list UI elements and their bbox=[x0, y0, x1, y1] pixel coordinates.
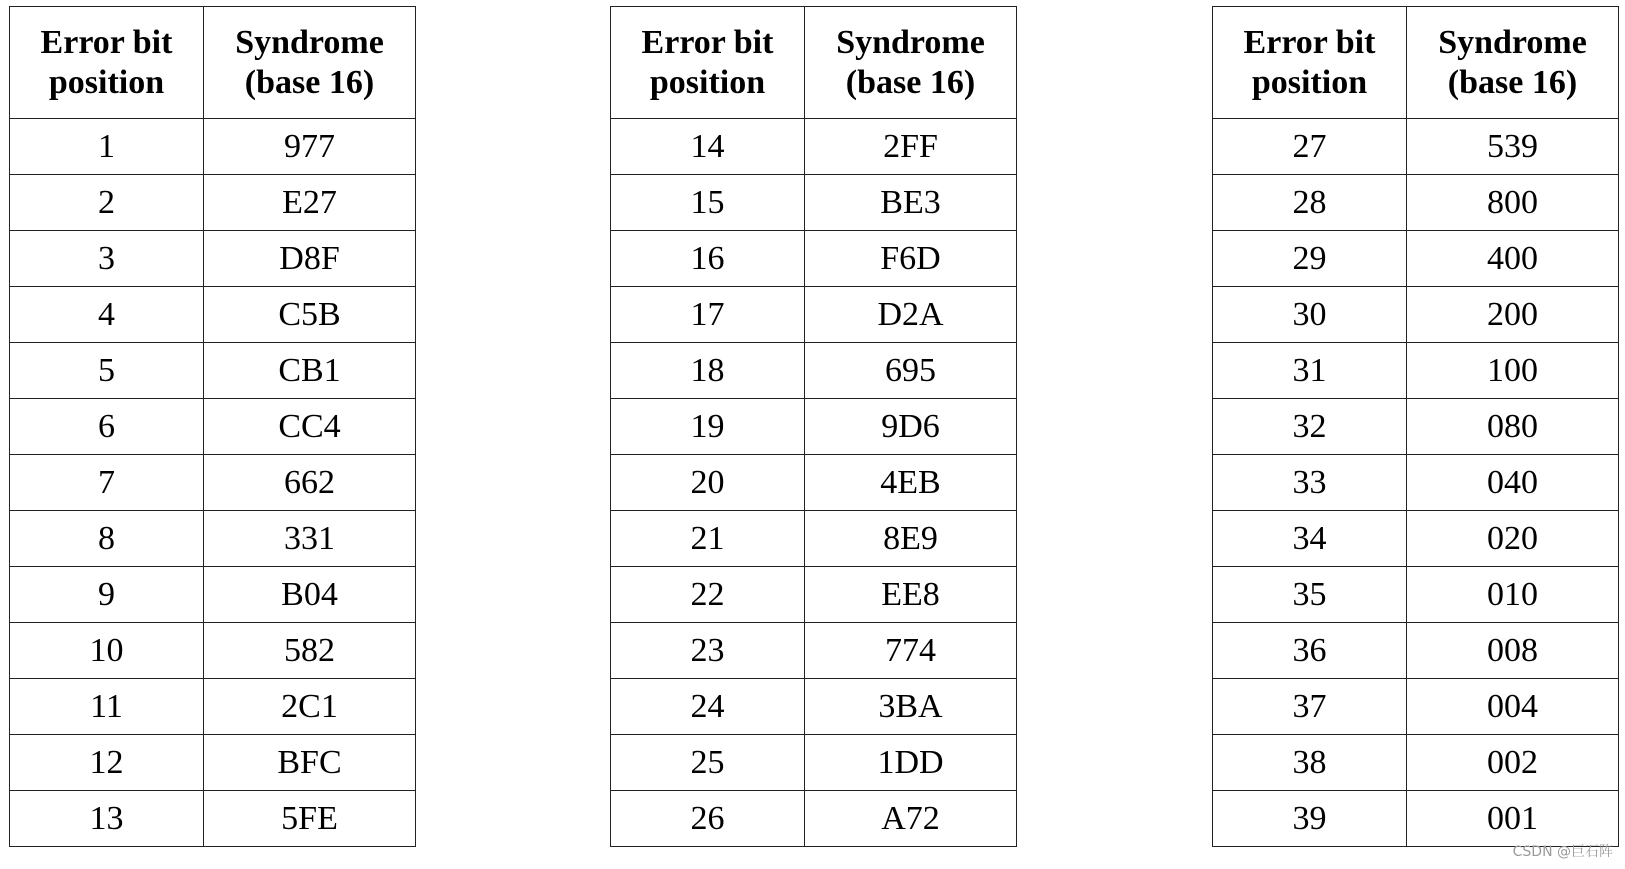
table-header-row bbox=[1213, 7, 1619, 119]
table-row bbox=[10, 287, 416, 343]
syndrome-cell: 008 bbox=[1407, 623, 1619, 679]
table-row bbox=[611, 119, 1017, 175]
error-bit-position-cell: 29 bbox=[1213, 231, 1407, 287]
table-row bbox=[1213, 455, 1619, 511]
syndrome-cell: 001 bbox=[1407, 791, 1619, 847]
table-row bbox=[1213, 399, 1619, 455]
syndrome-cell: 3BA bbox=[805, 679, 1017, 735]
error-bit-position-header: Error bit position bbox=[611, 7, 805, 119]
table-row bbox=[611, 175, 1017, 231]
syndrome-cell: 080 bbox=[1407, 399, 1619, 455]
error-bit-position-header: Error bit position bbox=[10, 7, 204, 119]
syndrome-cell: 4EB bbox=[805, 455, 1017, 511]
error-bit-position-cell: 7 bbox=[10, 455, 204, 511]
syndrome-cell: F6D bbox=[805, 231, 1017, 287]
error-bit-position-cell: 38 bbox=[1213, 735, 1407, 791]
table-row bbox=[611, 511, 1017, 567]
error-bit-position-cell: 8 bbox=[10, 511, 204, 567]
error-bit-position-cell: 22 bbox=[611, 567, 805, 623]
error-bit-position-cell: 23 bbox=[611, 623, 805, 679]
error-bit-position-cell: 35 bbox=[1213, 567, 1407, 623]
syndrome-cell: C5B bbox=[204, 287, 416, 343]
syndrome-cell: BFC bbox=[204, 735, 416, 791]
syndrome-cell: E27 bbox=[204, 175, 416, 231]
syndrome-cell: 1DD bbox=[805, 735, 1017, 791]
error-bit-position-cell: 13 bbox=[10, 791, 204, 847]
table-row bbox=[10, 735, 416, 791]
syndrome-cell: 040 bbox=[1407, 455, 1619, 511]
syndrome-cell: 695 bbox=[805, 343, 1017, 399]
table-row bbox=[611, 567, 1017, 623]
table-row bbox=[1213, 343, 1619, 399]
table-row bbox=[10, 119, 416, 175]
error-bit-position-cell: 9 bbox=[10, 567, 204, 623]
error-bit-position-cell: 34 bbox=[1213, 511, 1407, 567]
error-bit-position-cell: 30 bbox=[1213, 287, 1407, 343]
error-bit-position-cell: 37 bbox=[1213, 679, 1407, 735]
table-row bbox=[1213, 623, 1619, 679]
table-row bbox=[611, 343, 1017, 399]
error-bit-position-cell: 12 bbox=[10, 735, 204, 791]
syndrome-header: Syndrome (base 16) bbox=[1407, 7, 1619, 119]
syndrome-cell: EE8 bbox=[805, 567, 1017, 623]
table-row bbox=[1213, 287, 1619, 343]
table-row bbox=[1213, 679, 1619, 735]
error-bit-position-cell: 18 bbox=[611, 343, 805, 399]
error-bit-position-cell: 5 bbox=[10, 343, 204, 399]
table-row bbox=[10, 567, 416, 623]
error-bit-position-cell: 24 bbox=[611, 679, 805, 735]
syndrome-cell: 331 bbox=[204, 511, 416, 567]
syndrome-table-3 bbox=[1212, 6, 1619, 847]
error-bit-position-cell: 20 bbox=[611, 455, 805, 511]
syndrome-cell: D8F bbox=[204, 231, 416, 287]
table-row bbox=[1213, 511, 1619, 567]
table-row bbox=[611, 231, 1017, 287]
error-bit-position-cell: 3 bbox=[10, 231, 204, 287]
syndrome-cell: CC4 bbox=[204, 399, 416, 455]
table-row bbox=[611, 287, 1017, 343]
syndrome-cell: 582 bbox=[204, 623, 416, 679]
syndrome-cell: 2C1 bbox=[204, 679, 416, 735]
syndrome-table-1 bbox=[9, 6, 416, 847]
error-bit-position-cell: 27 bbox=[1213, 119, 1407, 175]
error-bit-position-cell: 19 bbox=[611, 399, 805, 455]
syndrome-cell: 5FE bbox=[204, 791, 416, 847]
syndrome-cell: A72 bbox=[805, 791, 1017, 847]
syndrome-cell: 002 bbox=[1407, 735, 1619, 791]
error-bit-position-cell: 25 bbox=[611, 735, 805, 791]
error-bit-position-cell: 14 bbox=[611, 119, 805, 175]
syndrome-cell: 010 bbox=[1407, 567, 1619, 623]
syndrome-cell: 8E9 bbox=[805, 511, 1017, 567]
error-bit-position-cell: 4 bbox=[10, 287, 204, 343]
syndrome-cell: 004 bbox=[1407, 679, 1619, 735]
syndrome-cell: 9D6 bbox=[805, 399, 1017, 455]
table-row bbox=[10, 343, 416, 399]
table-row bbox=[10, 399, 416, 455]
error-bit-position-cell: 26 bbox=[611, 791, 805, 847]
table-row bbox=[10, 679, 416, 735]
error-bit-position-cell: 28 bbox=[1213, 175, 1407, 231]
syndrome-cell: BE3 bbox=[805, 175, 1017, 231]
error-bit-position-cell: 15 bbox=[611, 175, 805, 231]
error-bit-position-cell: 39 bbox=[1213, 791, 1407, 847]
error-bit-position-cell: 10 bbox=[10, 623, 204, 679]
error-bit-position-cell: 6 bbox=[10, 399, 204, 455]
table-row bbox=[611, 735, 1017, 791]
syndrome-cell: 774 bbox=[805, 623, 1017, 679]
syndrome-cell: 539 bbox=[1407, 119, 1619, 175]
syndrome-cell: B04 bbox=[204, 567, 416, 623]
error-bit-position-cell: 16 bbox=[611, 231, 805, 287]
syndrome-cell: 400 bbox=[1407, 231, 1619, 287]
table-row bbox=[1213, 231, 1619, 287]
syndrome-cell: 2FF bbox=[805, 119, 1017, 175]
table-row bbox=[10, 175, 416, 231]
table-row bbox=[1213, 175, 1619, 231]
syndrome-table-2 bbox=[610, 6, 1017, 847]
syndrome-cell: 200 bbox=[1407, 287, 1619, 343]
syndrome-cell: 977 bbox=[204, 119, 416, 175]
table-row bbox=[10, 455, 416, 511]
syndrome-cell: 800 bbox=[1407, 175, 1619, 231]
table-row bbox=[1213, 119, 1619, 175]
error-bit-position-cell: 1 bbox=[10, 119, 204, 175]
error-bit-position-cell: 33 bbox=[1213, 455, 1407, 511]
table-row bbox=[10, 791, 416, 847]
error-bit-position-cell: 17 bbox=[611, 287, 805, 343]
error-bit-position-header: Error bit position bbox=[1213, 7, 1407, 119]
error-bit-position-cell: 31 bbox=[1213, 343, 1407, 399]
error-bit-position-cell: 36 bbox=[1213, 623, 1407, 679]
table-row bbox=[10, 511, 416, 567]
table-header-row bbox=[611, 7, 1017, 119]
table-row bbox=[10, 623, 416, 679]
syndrome-header: Syndrome (base 16) bbox=[805, 7, 1017, 119]
table-header-row bbox=[10, 7, 416, 119]
error-bit-position-cell: 32 bbox=[1213, 399, 1407, 455]
table-row bbox=[611, 679, 1017, 735]
error-bit-position-cell: 11 bbox=[10, 679, 204, 735]
table-row bbox=[611, 623, 1017, 679]
syndrome-cell: D2A bbox=[805, 287, 1017, 343]
table-row bbox=[611, 399, 1017, 455]
watermark-text: CSDN @巨石阵 bbox=[1512, 844, 1613, 860]
syndrome-cell: 100 bbox=[1407, 343, 1619, 399]
table-row bbox=[611, 791, 1017, 847]
syndrome-cell: CB1 bbox=[204, 343, 416, 399]
syndrome-cell: 662 bbox=[204, 455, 416, 511]
syndrome-cell: 020 bbox=[1407, 511, 1619, 567]
table-row bbox=[1213, 567, 1619, 623]
table-row bbox=[1213, 735, 1619, 791]
syndrome-header: Syndrome (base 16) bbox=[204, 7, 416, 119]
table-row bbox=[611, 455, 1017, 511]
table-row bbox=[10, 231, 416, 287]
error-bit-position-cell: 2 bbox=[10, 175, 204, 231]
error-bit-position-cell: 21 bbox=[611, 511, 805, 567]
table-row bbox=[1213, 791, 1619, 847]
